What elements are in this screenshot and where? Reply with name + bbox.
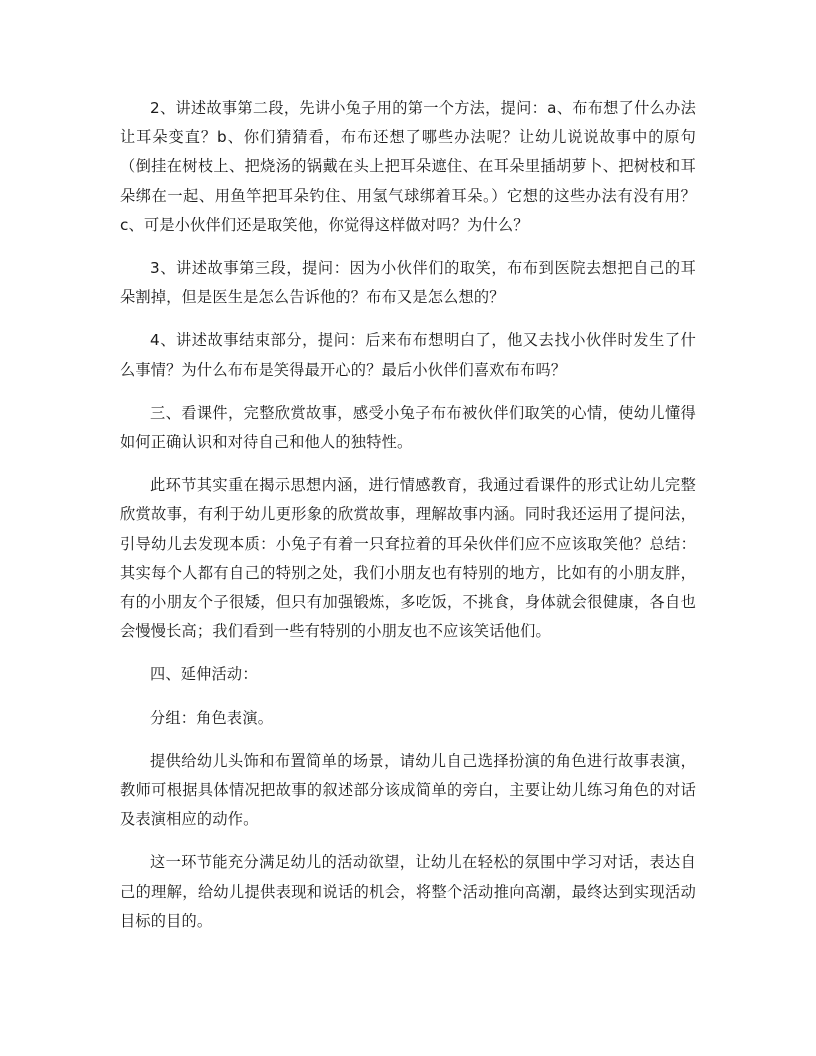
section-heading-courseware: 三、看课件，完整欣赏故事，感受小兔子布布被伙伴们取笑的心情，使幼儿懂得如何正确认识和对待自己和他人的独特性。 [120,403,696,452]
paragraph-step-4: 4、讲述故事结束部分，提问：后来布布想明白了，他又去找小伙伴时发生了什么事情？为什么布布是笑得最开心的？最后小伙伴们喜欢布布吗？ [120,331,696,379]
paragraph-grouping: 分组：角色表演。 [150,708,274,727]
document-page [120,94,696,950]
paragraph-role-play: 提供给幼儿头饰和布置简单的场景，请幼儿自己选择扮演的角色进行故事表演，教师可根据具体情况把故事的叙述部分该成简单的旁白，主要让幼儿练习角色的对话及表演相应的动作。 [120,751,696,829]
section-heading-extension: 四、延伸活动： [150,665,258,684]
paragraph-step-3: 3、讲述故事第三段，提问：因为小伙伴们的取笑，布布到医院去想把自己的耳朵割掉，但是医生是怎么告诉他的？布布又是怎么想的？ [120,259,696,307]
paragraph-courseware-explanation: 此环节其实重在揭示思想内涵，进行情感教育，我通过看课件的形式让幼儿完整欣赏故事，有利于幼儿更形象的欣赏故事，理解故事内涵。同时我还运用了提问法，引导幼儿去发现本质：小兔子有着一只耷拉着的耳朵伙伴们应不应该取笑他？总结：其实每个人都有自己的特别之处，我们小朋友也有特别的地方，比如有的小朋友胖，有的小朋友个子很矮，但只有加强锻炼，多吃饭，不挑食，身体就会很健康，各自也会慢慢长高；我们看到一些有特别的小朋友也不应该笑话他们。 [120,476,696,641]
paragraph-step-2: 2、讲述故事第二段，先讲小兔子用的第一个方法，提问：a、布布想了什么办法让耳朵变直？b、你们猜猜看，布布还想了哪些办法呢？让幼儿说说故事中的原句（倒挂在树枝上、把烧汤的锅戴在头上把耳朵遮住、在耳朵里插胡萝卜、把树枝和耳朵绑在一起、用鱼竿把耳朵钓住、用氢气球绑着耳朵。）它想的这些办法有没有用？c、可是小伙伴们还是取笑他，你觉得这样做对吗？为什么？ [120,99,696,234]
paragraph-conclusion: 这一环节能充分满足幼儿的活动欲望，让幼儿在轻松的氛围中学习对话，表达自己的理解，给幼儿提供表现和说话的机会，将整个活动推向高潮，最终达到实现活动目标的目的。 [120,853,696,930]
